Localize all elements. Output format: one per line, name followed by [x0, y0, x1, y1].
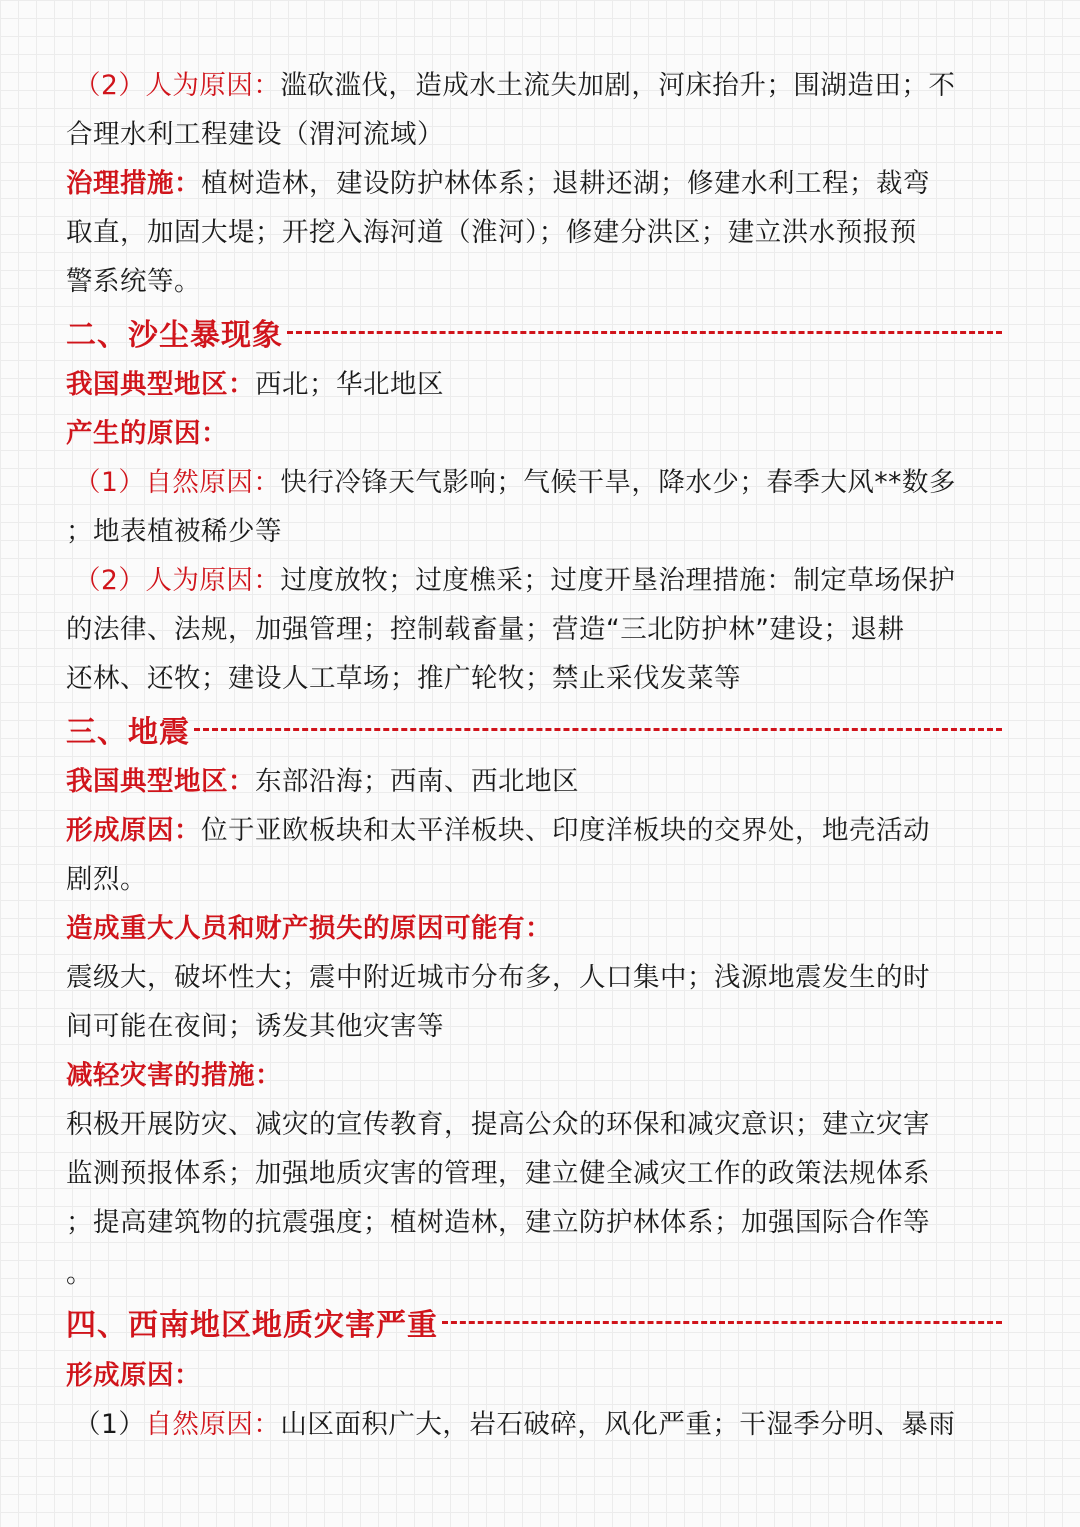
section-heading-text: 二、沙尘暴现象: [66, 318, 283, 353]
formation-line: [66, 806, 1016, 855]
mitigation-text-3: ；提高建筑物的抗震强度；植树造林，建立防护林体系；加强国际合作等: [66, 1207, 930, 1238]
mitigation-text: 积极开展防灾、减灾的宣传教育，提高公众的环保和减灾意识；建立灾害: [66, 1109, 930, 1140]
heading-dash-divider: [194, 728, 1002, 731]
human-cause-line: [66, 61, 1016, 110]
loss-text: 震级大，破坏性大；震中附近城市分布多，人口集中；浅源地震发生的时: [66, 962, 930, 993]
formation-text-2: 剧烈。: [66, 864, 147, 895]
human-cause-text-3: 还林、还牧；建设人工草场；推广轮牧；禁止采伐发菜等: [66, 663, 741, 694]
mitigation-label: 减轻灾害的措施：: [66, 1060, 282, 1091]
measures-label: 治理措施：: [66, 168, 201, 199]
cause-heading-line: [66, 409, 1016, 458]
natural-cause-label: （1）自然原因：: [74, 467, 281, 498]
section-heading-earthquake: [66, 704, 1002, 754]
region-text: 西北；华北地区: [255, 369, 444, 400]
natural-cause-line: [66, 1400, 1016, 1449]
formation-heading-line: [66, 1351, 1016, 1400]
measures-text-3: 警系统等。: [66, 266, 201, 297]
mitigation-line-4: [66, 1249, 1016, 1298]
region-label: 我国典型地区：: [66, 369, 255, 400]
natural-cause-text-2: ；地表植被稀少等: [66, 516, 282, 547]
natural-cause-text: 山区面积广大，岩石破碎，风化严重；干湿季分明、暴雨: [280, 1409, 956, 1440]
formation-text: 位于亚欧板块和太平洋板块、印度洋板块的交界处，地壳活动: [201, 815, 930, 846]
loss-label: 造成重大人员和财产损失的原因可能有：: [66, 913, 552, 944]
human-cause-text: 滥砍滥伐，造成水土流失加剧，河床抬升；围湖造田；不: [280, 70, 956, 101]
natural-cause-line-2: [66, 507, 1016, 556]
loss-line: [66, 953, 1016, 1002]
mitigation-text-2: 监测预报体系；加强地质灾害的管理，建立健全减灾工作的政策法规体系: [66, 1158, 930, 1189]
human-cause-line-3: [66, 654, 1016, 703]
mitigation-text-4: 。: [66, 1258, 93, 1289]
natural-cause-line: [66, 458, 1016, 507]
mitigation-line-2: [66, 1149, 1016, 1198]
human-cause-label: （2）人为原因：: [74, 565, 281, 596]
natural-cause-number: （1）: [74, 1409, 146, 1440]
formation-label: 形成原因：: [66, 1360, 201, 1391]
mitigation-heading-line: [66, 1051, 1016, 1100]
mitigation-line: [66, 1100, 1016, 1149]
loss-heading-line: [66, 904, 1016, 953]
human-cause-text: 过度放牧；过度樵采；过度开垦治理措施：制定草场保护: [280, 565, 956, 596]
measures-text: 植树造林，建设防护林体系；退耕还湖；修建水利工程；裁弯: [201, 168, 930, 199]
measures-line-2: [66, 208, 1016, 257]
human-cause-line-2: [66, 110, 1016, 159]
natural-cause-label: 自然原因：: [145, 1409, 281, 1440]
loss-text-2: 间可能在夜间；诱发其他灾害等: [66, 1011, 444, 1042]
human-cause-text-2: 的法律、法规，加强管理；控制载畜量；营造“三北防护林”建设；退耕: [66, 614, 905, 645]
loss-line-2: [66, 1002, 1016, 1051]
human-cause-line: [66, 556, 1016, 605]
section-heading-sandstorm: [66, 307, 1002, 357]
human-cause-line-2: [66, 605, 1016, 654]
measures-line: [66, 159, 1016, 208]
measures-text-2: 取直，加固大堤；开挖入海河道（淮河）；修建分洪区；建立洪水预报预: [66, 217, 917, 248]
heading-dash-divider: [442, 1321, 1002, 1324]
formation-label: 形成原因：: [66, 815, 201, 846]
section-heading-text: 四、西南地区地质灾害严重: [66, 1308, 438, 1343]
section-heading-text: 三、地震: [66, 715, 190, 750]
region-label: 我国典型地区：: [66, 766, 255, 797]
measures-line-3: [66, 257, 1016, 306]
human-cause-text-2: 合理水利工程建设（渭河流域）: [66, 119, 444, 150]
region-line: [66, 360, 1016, 409]
human-cause-label: （2）人为原因：: [74, 70, 281, 101]
natural-cause-text: 快行冷锋天气影响；气候干旱，降水少；春季大风**数多: [280, 467, 956, 498]
formation-line-2: [66, 855, 1016, 904]
mitigation-line-3: [66, 1198, 1016, 1247]
cause-label: 产生的原因：: [66, 418, 228, 449]
section-heading-geohazard: [66, 1297, 1002, 1347]
heading-dash-divider: [287, 331, 1002, 334]
region-line: [66, 757, 1016, 806]
region-text: 东部沿海；西南、西北地区: [255, 766, 579, 797]
